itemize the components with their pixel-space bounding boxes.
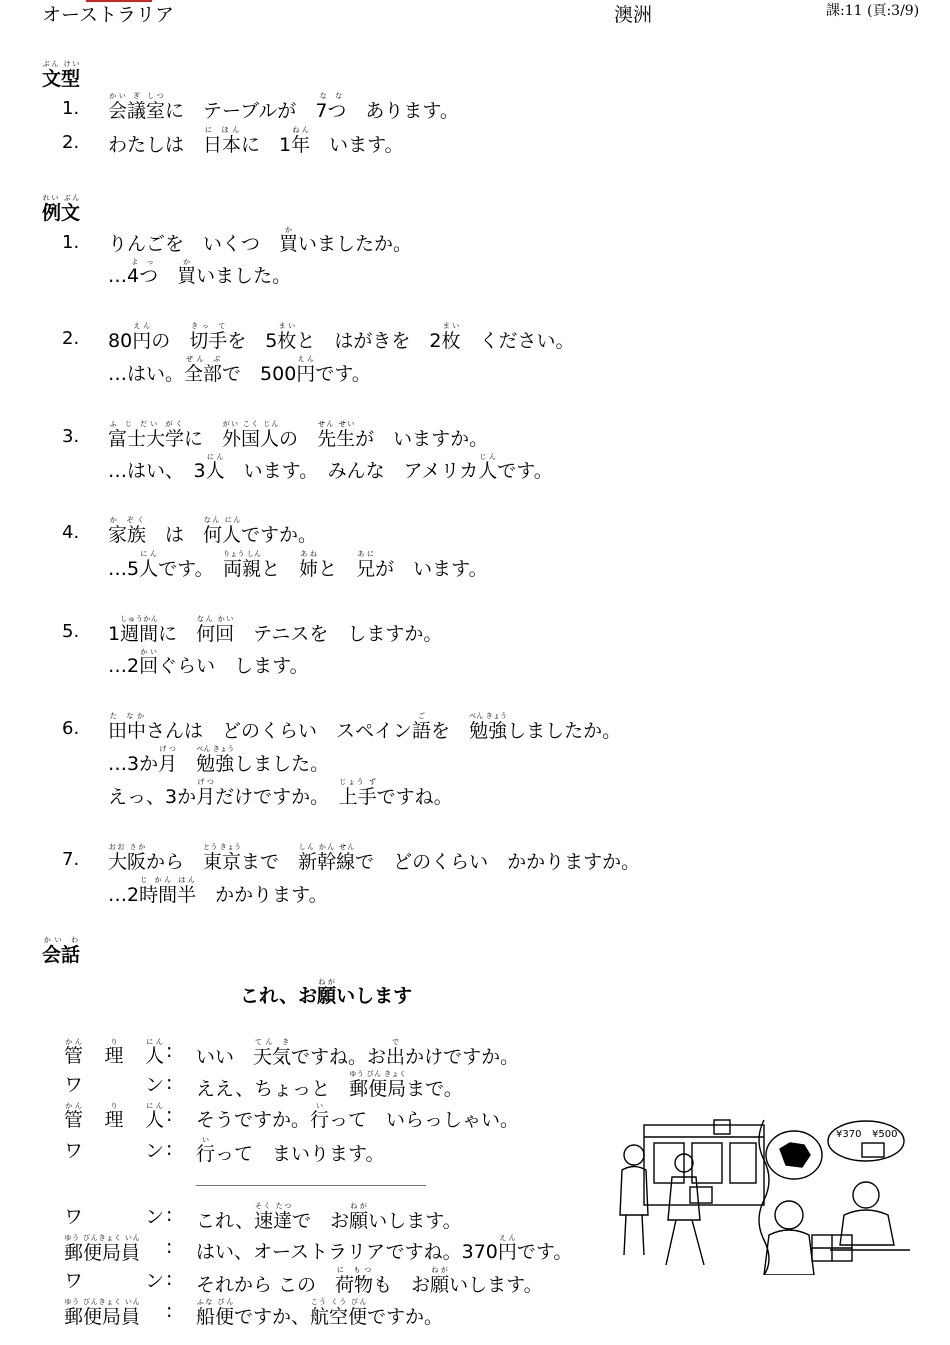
reibun-number: 3. <box>62 426 80 447</box>
speaker-label: 管かん 理り 人にん <box>64 1102 164 1131</box>
dialogue-line: ええ、ちょっと 郵便局ゆう びん きょくまで。 <box>196 1070 463 1100</box>
reibun-number: 2. <box>62 328 80 349</box>
reibun-number: 6. <box>62 718 80 739</box>
price-label-370: ¥370 <box>836 1129 862 1140</box>
speaker-colon: : <box>166 1300 173 1322</box>
dialogue-line: いい 天気てん きですね。お出でかけですか。 <box>196 1038 520 1068</box>
dialogue-line: それから この 荷物に もつも お願ねがいします。 <box>196 1266 543 1296</box>
reibun-answer: …2回かいぐらい します。 <box>108 648 309 677</box>
reibun-sentence: 田中た なかさんは どのくらい スペイン語ごを 勉強べん きょうしましたか。 <box>108 712 622 742</box>
dialogue-line: はい、オーストラリアですね。370円えんです。 <box>196 1234 573 1263</box>
speaker-label: 郵便局員ゆう びんきょく いん <box>64 1298 141 1328</box>
reibun-number: 7. <box>62 849 80 870</box>
dialogue-title: これ、お願ねがいします <box>240 978 413 1007</box>
reibun-answer: …3か月げつ 勉強べん きょうしました。 <box>108 745 330 775</box>
reibun-answer: …4つよっ 買かいました。 <box>108 258 292 287</box>
post-office-illustration <box>604 1115 910 1275</box>
speaker-colon: : <box>166 1040 173 1062</box>
section-heading-bunkei: 文型ぶん けい <box>42 60 81 90</box>
speaker-label: 管かん 理り 人にん <box>64 1038 164 1067</box>
reibun-answer: えっ、3か月げつだけですか。 上手じょう ずですね。 <box>108 778 453 808</box>
manager-figure <box>624 1145 644 1165</box>
reibun-number: 1. <box>62 232 80 253</box>
section-heading-reibun: 例文れい ぶん <box>42 194 81 224</box>
bunkei-number: 1. <box>62 98 80 119</box>
speaker-label: ワ ン <box>64 1206 164 1228</box>
price-label-500: ¥500 <box>872 1129 898 1140</box>
dialogue-line: そうですか。行いって いらっしゃい。 <box>196 1102 520 1131</box>
speaker-label: ワ ン <box>64 1140 164 1162</box>
speaker-colon: : <box>166 1268 173 1290</box>
header-chinese-title: 澳洲 <box>614 4 653 26</box>
speaker-label: ワ ン <box>64 1270 164 1292</box>
customer-figure <box>775 1201 803 1229</box>
header-title: オーストラリア <box>42 4 175 26</box>
dialogue-line: 船便ふな びんですか、航空便こう くう びんですか。 <box>196 1298 444 1328</box>
reibun-answer: …2時間半じ かん はん かかります。 <box>108 876 328 906</box>
reibun-sentence: 家族か ぞく は 何人なん にんですか。 <box>108 516 318 546</box>
header-underline <box>86 0 152 2</box>
reibun-number: 5. <box>62 621 80 642</box>
reibun-sentence: 富士大学ふ じ だい がくに 外国人がい こく じんの 先生せん せいが いますか。 <box>108 420 489 450</box>
speaker-label: ワ ン <box>64 1074 164 1096</box>
speaker-colon: : <box>166 1072 173 1094</box>
reibun-sentence: 大阪おお さかから 東京とう きょうまで 新幹線しん かん せんで どのくらい かかりますか。 <box>108 843 641 873</box>
dialogue-divider <box>196 1185 426 1186</box>
reibun-number: 4. <box>62 522 80 543</box>
reibun-sentence: 1週間しゅうかんに 何回なん かい テニスを しますか。 <box>108 615 443 645</box>
reibun-sentence: 80円えんの 切手きっ てを 5枚まいと はがきを 2枚まい ください。 <box>108 322 575 352</box>
speaker-colon: : <box>166 1236 173 1258</box>
reibun-sentence: りんごを いくつ 買かいましたか。 <box>108 226 413 255</box>
speech-bubble-prices <box>828 1121 904 1161</box>
header-page-info: 課:11 (頁:3/9) <box>826 3 920 19</box>
bunkei-sentence: 会議室かい ぎ しつに テーブルが 7つなな あります。 <box>108 92 459 122</box>
speaker-colon: : <box>166 1138 173 1160</box>
speaker-colon: : <box>166 1104 173 1126</box>
reibun-answer: …5人にんです。 両親りょう しんと 姉あねと 兄あにが います。 <box>108 550 488 580</box>
clerk-figure <box>853 1182 879 1208</box>
speaker-colon: : <box>166 1204 173 1226</box>
dialogue-line: 行いって まいります。 <box>196 1136 385 1165</box>
postbox-icon <box>714 1120 730 1134</box>
bunkei-sentence: わたしは 日本に ほんに 1年ねん います。 <box>108 126 404 156</box>
section-heading-kaiwa: 会話かい わ <box>42 936 81 966</box>
speaker-label: 郵便局員ゆう びんきょく いん <box>64 1234 141 1264</box>
dialogue-line: これ、速達そく たつで お願ねがいします。 <box>196 1202 462 1232</box>
reibun-answer: …はい。全部ぜん ぶで 500円えんです。 <box>108 355 371 385</box>
reibun-answer: …はい、 3人にん います。 みんな アメリカ人じんです。 <box>108 453 553 482</box>
bunkei-number: 2. <box>62 132 80 153</box>
